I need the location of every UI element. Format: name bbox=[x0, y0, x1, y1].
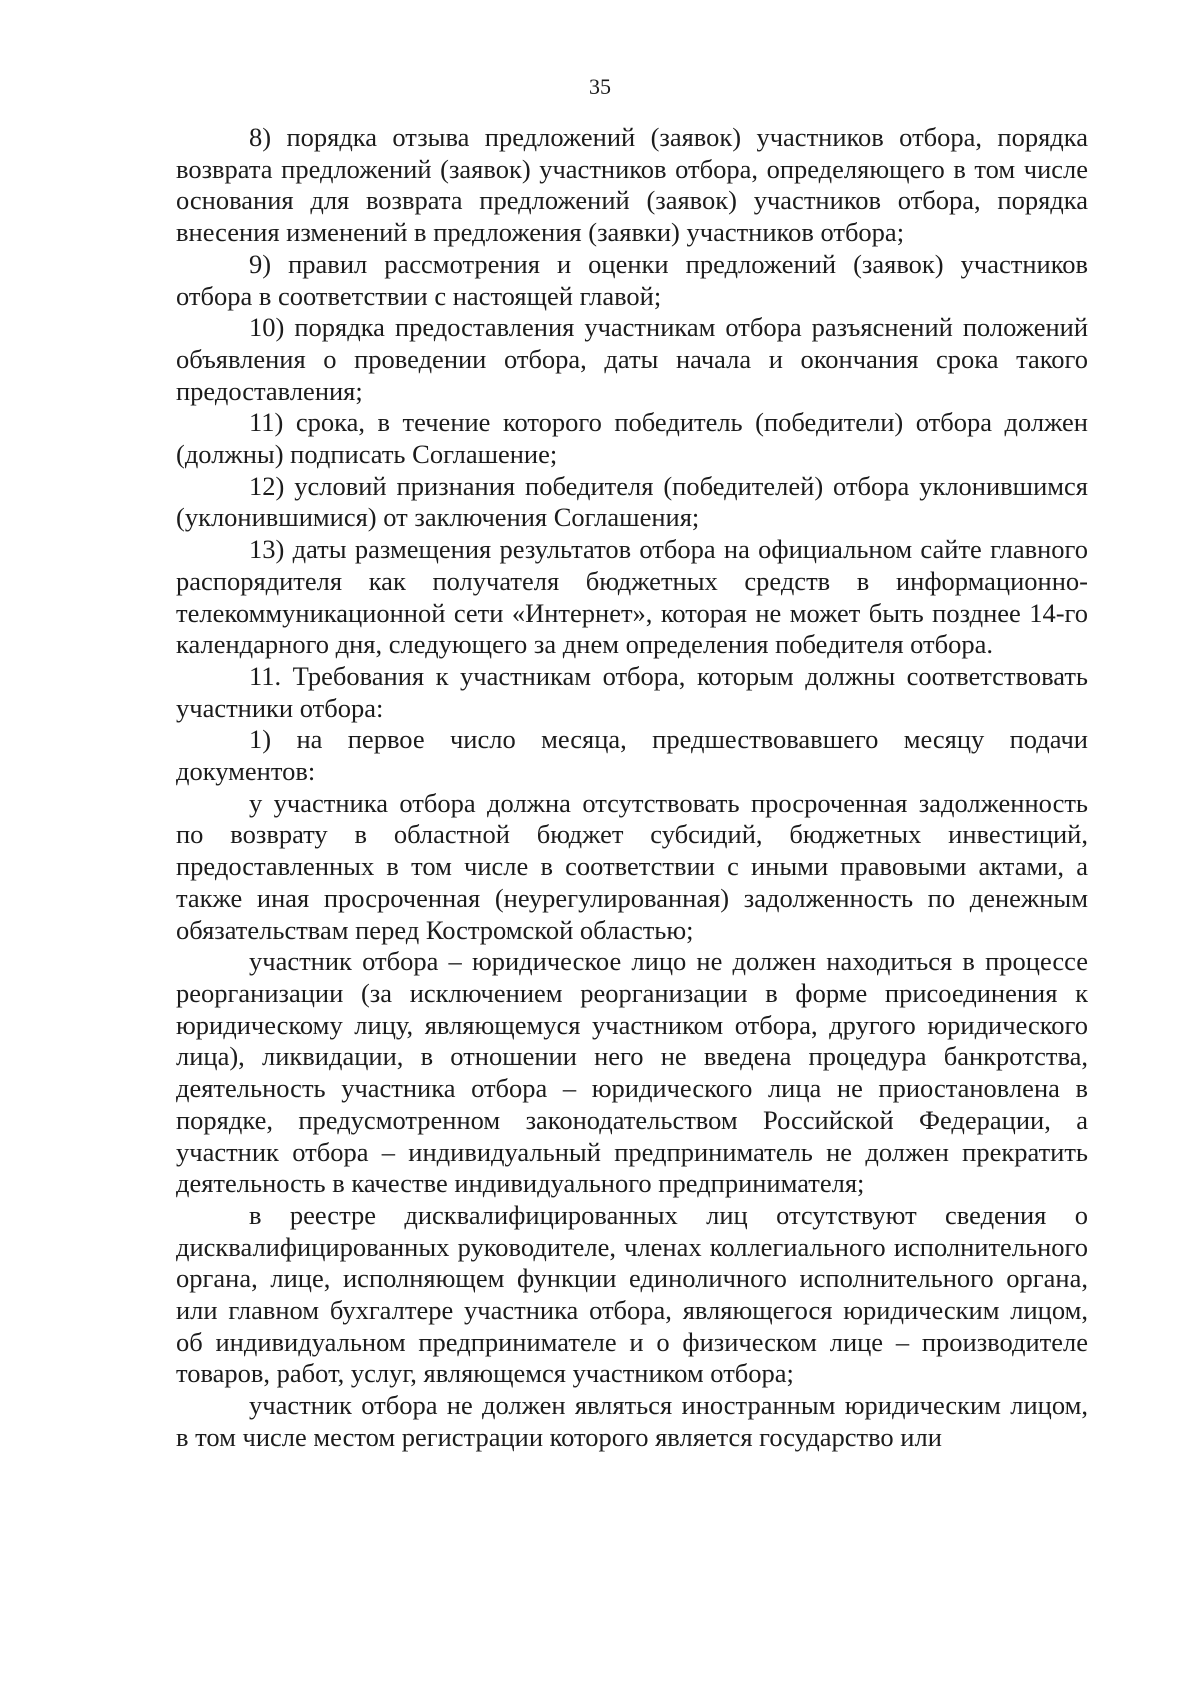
paragraph-item-13: 13) даты размещения результатов отбора на официальном сайте главного распорядителя как получателя бюджетных средств в информационно-телекоммуникационной сети «Интернет», которая не может быть позднее 14-го календарного дня, следующего за днем определения победителя отбора. bbox=[176, 534, 1088, 660]
paragraph-item-10: 10) порядка предоставления участникам отбора разъяснений положений объявления о проведении отбора, даты начала и окончания срока такого предоставления; bbox=[176, 312, 1088, 406]
paragraph-item-8: 8) порядка отзыва предложений (заявок) участников отбора, порядка возврата предложений (заявок) участников отбора, определяющего в том числе основания для возврата предложений (заявок) участников отбора, порядка внесения изменений в предложения (заявки) участников отбора; bbox=[176, 122, 1088, 248]
requirement-disqualified-registry: в реестре дисквалифицированных лиц отсутствуют сведения о дисквалифицированных руководителе, членах коллегиального исполнительного органа, лице, исполняющем функции единоличного исполнительного органа, или главном бухгалтере участника отбора, являющегося юридическим лицом, об индивидуальном предпринимателе и о физическом лице – производителе товаров, работ, услуг, являющемся участником отбора; bbox=[176, 1199, 1088, 1389]
section-11-heading: 11. Требования к участникам отбора, которым должны соответствовать участники отбора: bbox=[176, 660, 1088, 723]
document-body bbox=[176, 122, 1088, 1454]
page-number: 35 bbox=[589, 74, 611, 99]
paragraph-item-12: 12) условий признания победителя (победителей) отбора уклонившимся (уклонившимися) от заключения Соглашения; bbox=[176, 470, 1088, 533]
requirement-1: 1) на первое число месяца, предшествовавшего месяцу подачи документов: bbox=[176, 724, 1088, 787]
requirement-no-reorganization: участник отбора – юридическое лицо не должен находиться в процессе реорганизации (за исключением реорганизации в форме присоединения к юридическому лицу, являющемуся участником отбора, другого юридического лица), ликвидации, в отношении него не введена процедура банкротства, деятельность участника отбора – юридического лица не приостановлена в порядке, предусмотренном законодательством Российской Федерации, а участник отбора – индивидуальный предприниматель не должен прекратить деятельность в качестве индивидуального предпринимателя; bbox=[176, 946, 1088, 1199]
paragraph-item-9: 9) правил рассмотрения и оценки предложений (заявок) участников отбора в соответствии с настоящей главой; bbox=[176, 248, 1088, 311]
requirement-no-debt: у участника отбора должна отсутствовать просроченная задолженность по возврату в областной бюджет субсидий, бюджетных инвестиций, предоставленных в том числе в соответствии с иными правовыми актами, а также иная просроченная (неурегулированная) задолженность по денежным обязательствам перед Костромской областью; bbox=[176, 787, 1088, 945]
paragraph-item-11: 11) срока, в течение которого победитель (победители) отбора должен (должны) подписать Соглашение; bbox=[176, 407, 1088, 470]
requirement-not-foreign-entity: участник отбора не должен являться иностранным юридическим лицом, в том числе местом регистрации которого является государство или bbox=[176, 1390, 1088, 1452]
